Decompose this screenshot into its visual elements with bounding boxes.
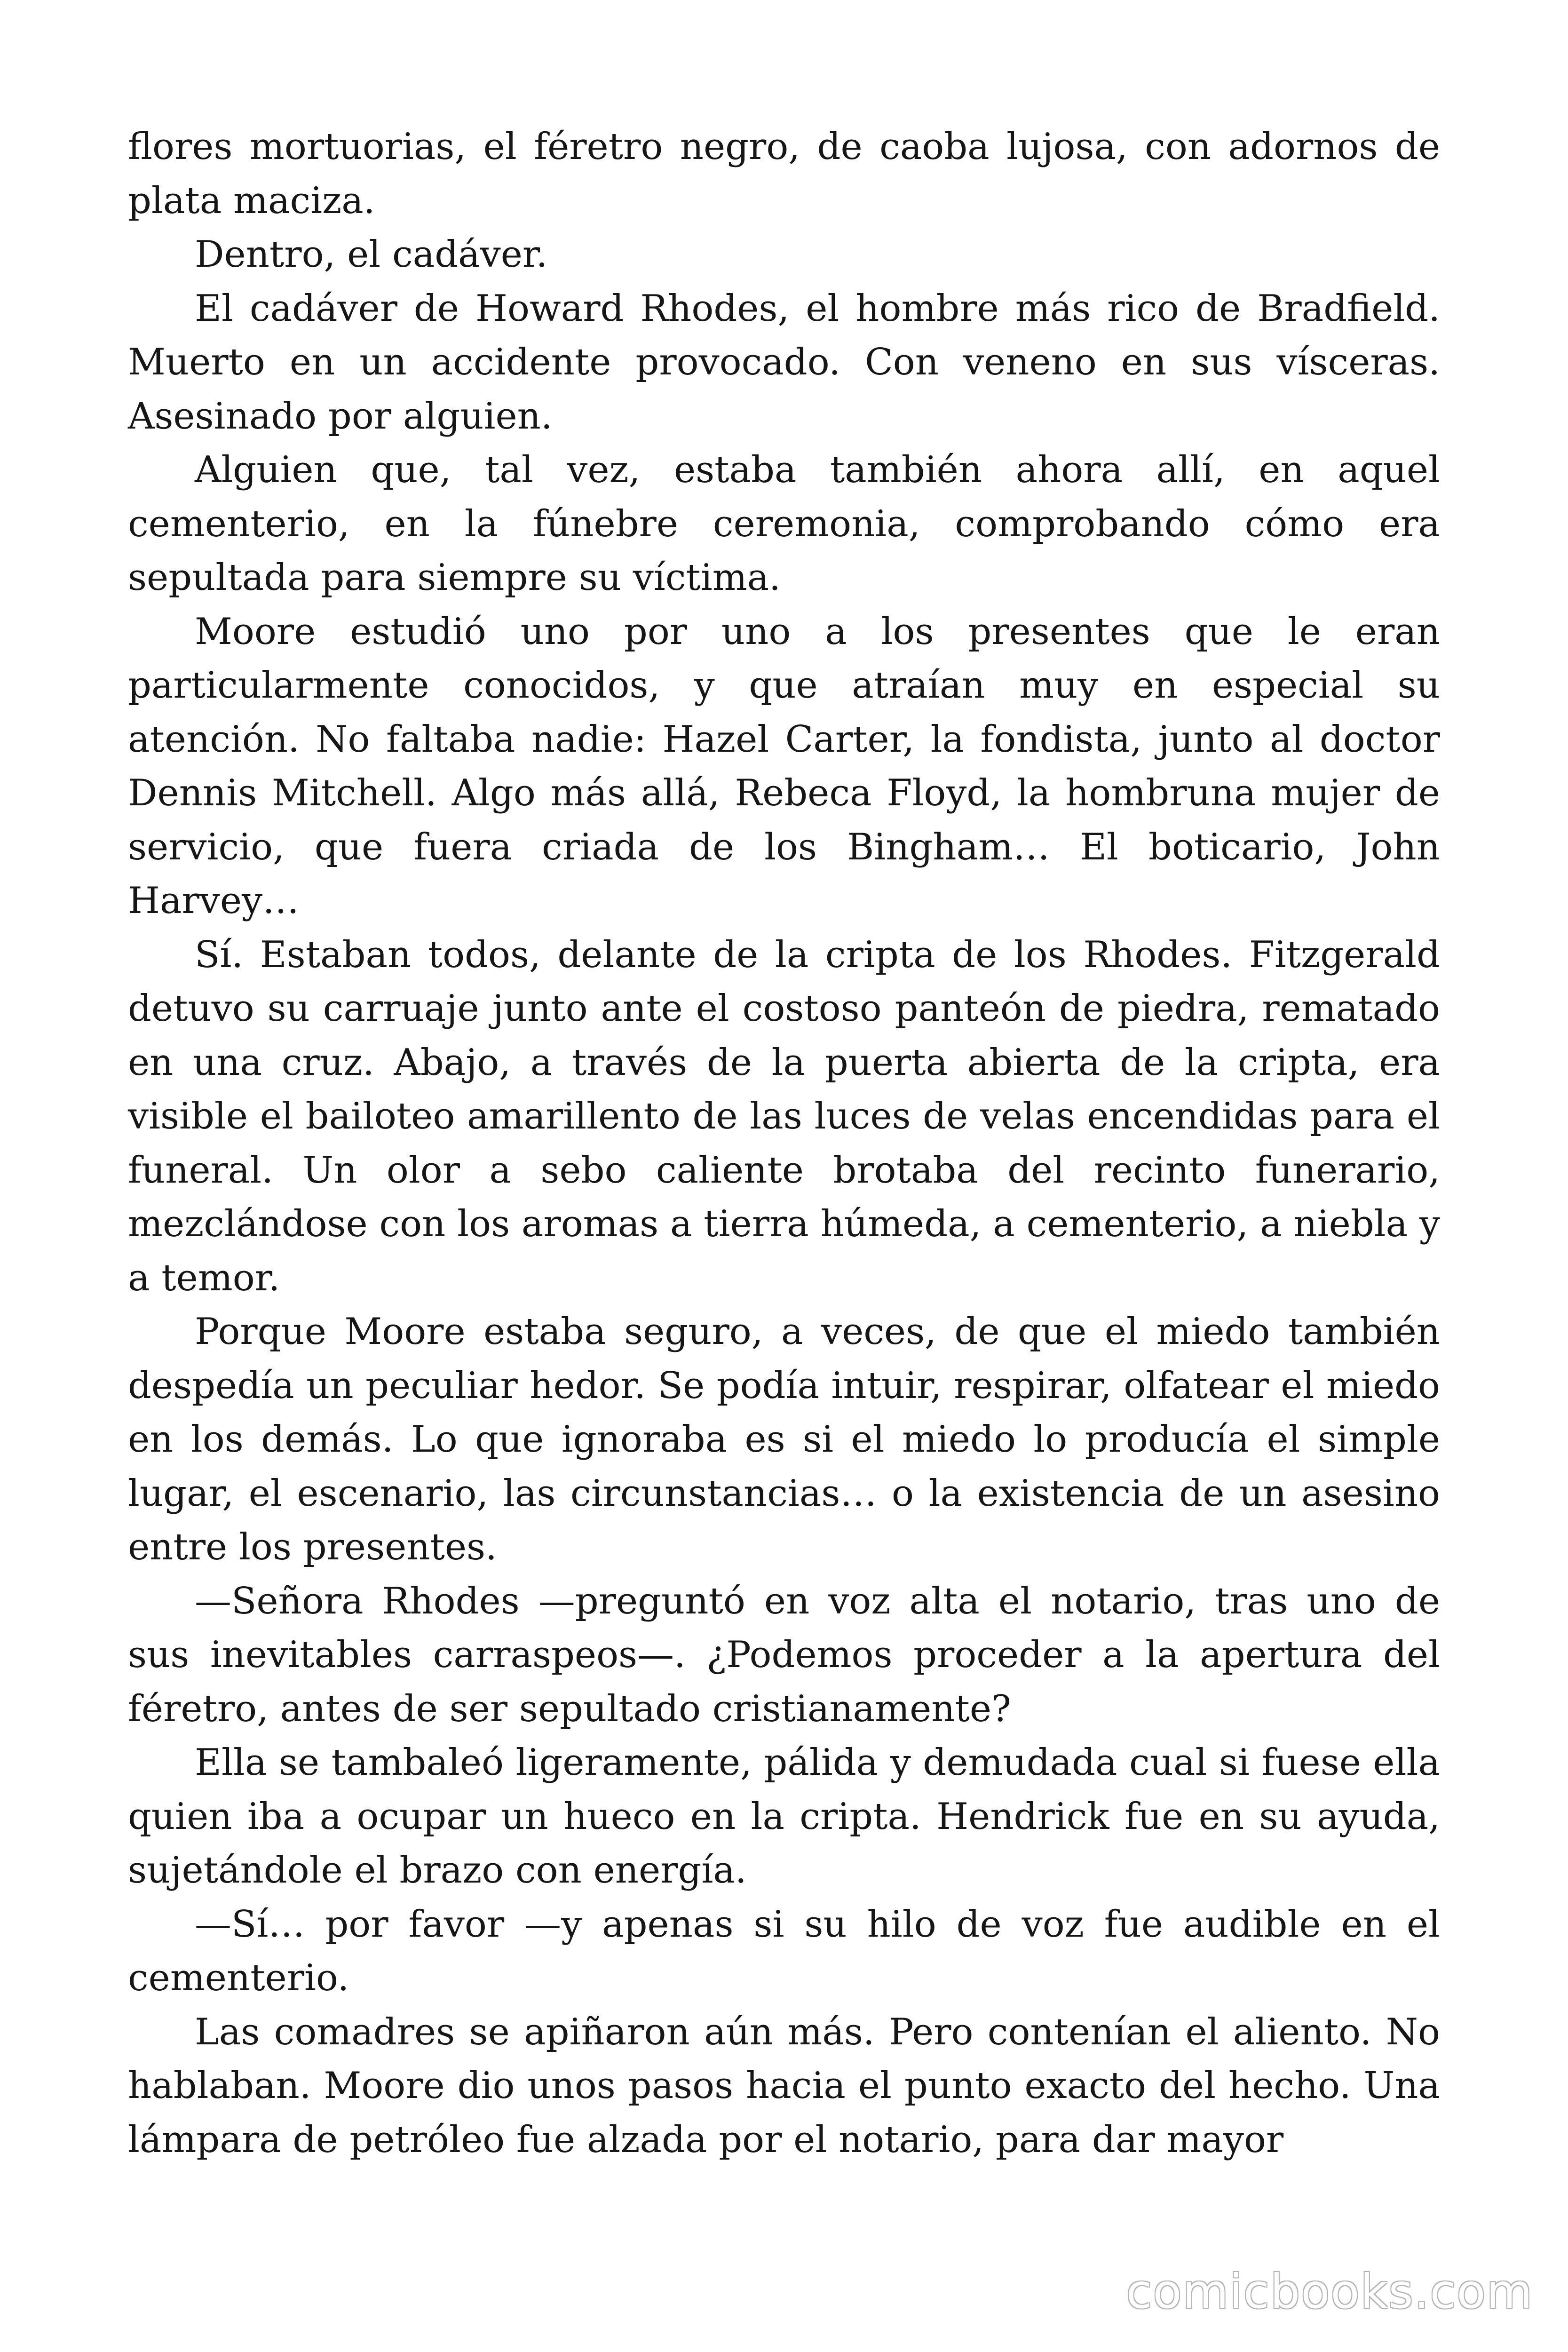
paragraph: Moore estudió uno por uno a los presentes que le eran particularmente conocidos, y que atraían muy en especial su atención. No faltaba nadie: Hazel Carter, la fondista, junto al doctor Dennis Mitchell. Algo más allá, Rebeca Floyd, la hombruna mujer de servicio, que fuera criada de los Bingham… El boticario, John Harvey… (128, 610, 1440, 922)
paragraph: Alguien que, tal vez, estaba también ahora allí, en aquel cementerio, en la fúnebre ceremonia, comprobando cómo era sepultada para siempre su víctima. (128, 449, 1440, 599)
paragraph: Dentro, el cadáver. (195, 233, 548, 276)
paragraph-continuation: flores mortuorias, el féretro negro, de caoba lujosa, con adornos de plata maciza. (128, 126, 1440, 222)
paragraph: Las comadres se apiñaron aún más. Pero contenían el aliento. No hablaban. Moore dio unos pasos hacia el punto exacto del hecho. Una lámpara de petróleo fue alzada por el notario, para dar mayor (128, 2010, 1440, 2161)
paragraph: Porque Moore estaba seguro, a veces, de que el miedo también despedía un peculiar hedor. Se podía intuir, respirar, olfatear el miedo en los demás. Lo que ignoraba es si el miedo lo producía el simple lugar, el escenario, las circunstancias… o la existencia de un asesino entre los presentes. (128, 1311, 1440, 1568)
page-body-text (128, 120, 1440, 2167)
paragraph: El cadáver de Howard Rhodes, el hombre más rico de Bradfield. Muerto en un accidente provocado. Con veneno en sus vísceras. Asesinado por alguien. (128, 287, 1440, 437)
dialogue-paragraph: —Sí… por favor —y apenas si su hilo de voz fue audible en el cementerio. (128, 1903, 1440, 1999)
watermark-text: comicbooks.com (1126, 2264, 1533, 2319)
paragraph: Sí. Estaban todos, delante de la cripta de los Rhodes. Fitzgerald detuvo su carruaje junto ante el costoso panteón de piedra, rematado en una cruz. Abajo, a través de la puerta abierta de la cripta, era visible el bailoteo amarillento de las luces de velas encendidas para el funeral. Un olor a sebo caliente brotaba del recinto funerario, mezclándose con los aromas a tierra húmeda, a cementerio, a niebla y a temor. (128, 933, 1440, 1299)
dialogue-paragraph: —Señora Rhodes —preguntó en voz alta el notario, tras uno de sus inevitables carraspeos—. ¿Podemos proceder a la apertura del féretro, antes de ser sepultado cristianamente? (128, 1580, 1440, 1730)
paragraph: Ella se tambaleó ligeramente, pálida y demudada cual si fuese ella quien iba a ocupar un hueco en la cripta. Hendrick fue en su ayuda, sujetándole el brazo con energía. (128, 1741, 1440, 1891)
